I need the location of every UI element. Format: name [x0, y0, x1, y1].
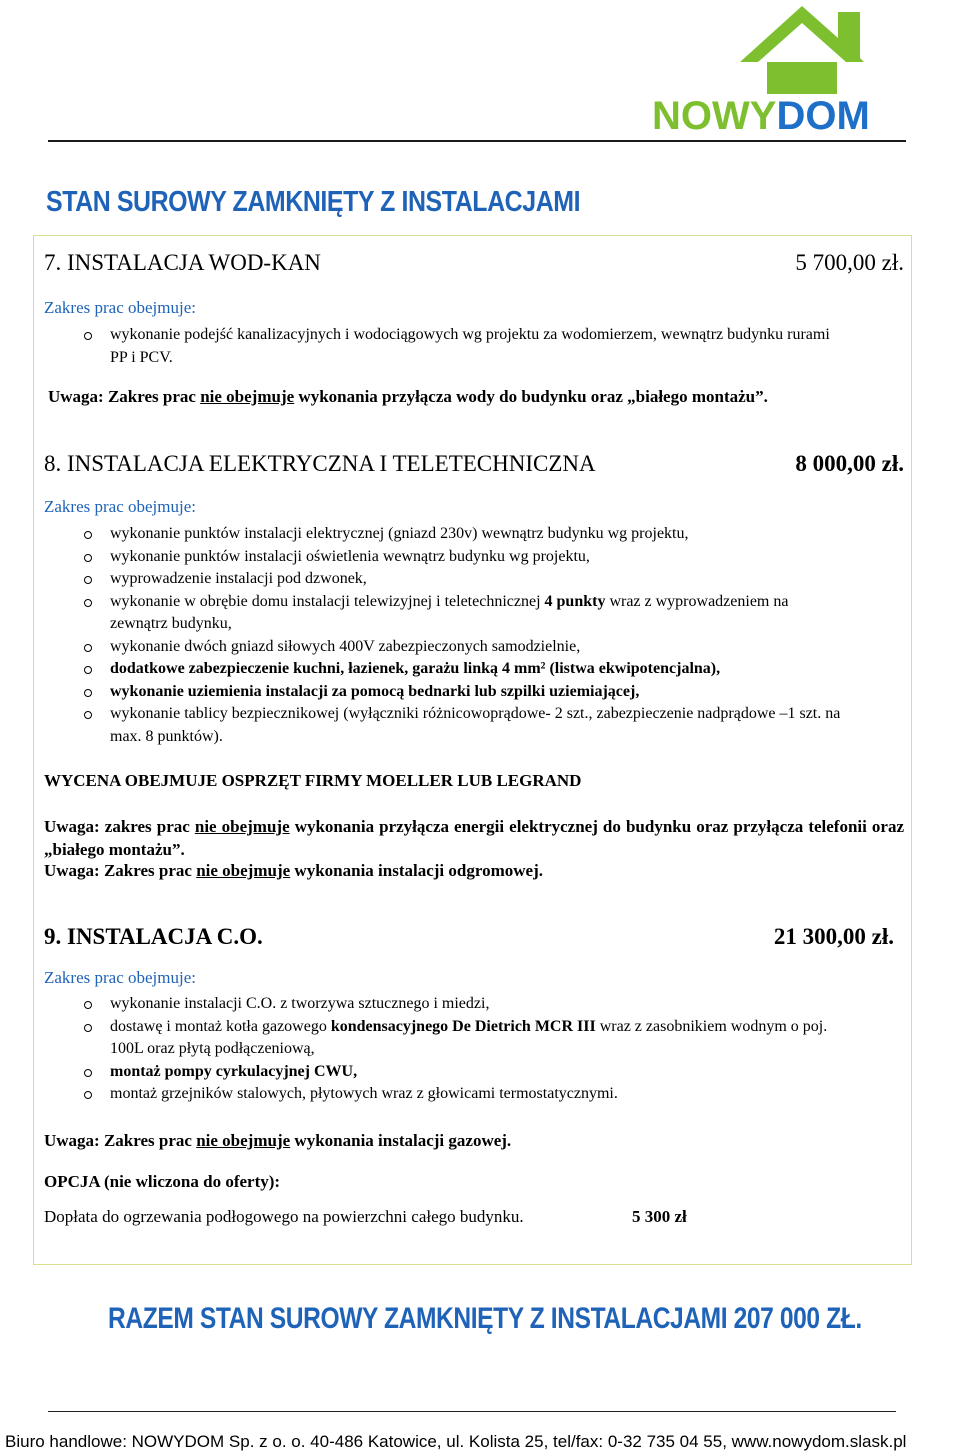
list-item: wyprowadzenie instalacji pod dzwonek, — [44, 568, 844, 591]
grand-total: RAZEM STAN SUROWY ZAMKNIĘTY Z INSTALACJAMI 207 000 ZŁ. — [108, 1302, 862, 1335]
note-prefix: Uwaga: Zakres prac — [44, 861, 197, 880]
item-text: wraz z wyprowadzeniem na zewnątrz budynku, — [110, 592, 789, 632]
option-price: 5 300 zł — [632, 1207, 687, 1226]
section-8-title: 8. INSTALACJA ELEKTRYCZNA I TELETECHNICZNA — [44, 451, 596, 476]
list-item: dodatkowe zabezpieczenie kuchni, łazienek, garażu linką 4 mm² (listwa ekwipotencjalna), — [44, 658, 844, 681]
section-7-price: 5 700,00 zł. — [795, 250, 904, 275]
logo-word-nowy: NOWY — [652, 94, 777, 138]
note-underlined: nie obejmuje — [200, 387, 295, 406]
section-7-list — [44, 324, 844, 369]
note-suffix: wykonania przyłącza energii elektrycznej do budynku oraz przyłącza telefonii oraz „białego montażu”. — [44, 817, 905, 859]
item-text: wraz z zasobnikiem wodnym o poj. 100L oraz płytą podłączeniową, — [110, 1017, 828, 1057]
section-8-note-1 — [44, 815, 904, 861]
section-7-title: 7. INSTALACJA WOD-KAN — [44, 250, 321, 275]
note-underlined: nie obejmuje — [194, 817, 290, 836]
item-text: wykonanie w obrębie domu instalacji telewizyjnej i teletechnicznej — [110, 592, 545, 610]
note-prefix: Uwaga: Zakres prac — [44, 1131, 197, 1150]
section-9-price: 21 300,00 zł. — [773, 924, 894, 949]
list-item: wykonanie tablicy bezpiecznikowej (wyłączniki różnicowoprądowe- 2 szt., zabezpieczenie nadprądowe –1 szt. na max. 8 punktów). — [44, 703, 844, 748]
list-item: wykonanie instalacji C.O. z tworzywa sztucznego i miedzi, — [44, 993, 844, 1016]
logo-wordmark — [652, 96, 902, 136]
list-item: wykonanie uziemienia instalacji za pomocą bednarki lub szpilki uziemiającej, — [44, 681, 844, 704]
option-label: OPCJA (nie wliczona do oferty): — [44, 1172, 281, 1191]
list-item: montaż grzejników stalowych, płytowych wraz z głowicami termostatycznymi. — [44, 1083, 844, 1106]
section-7-note — [48, 385, 768, 408]
option-text: Dopłata do ogrzewania podłogowego na powierzchni całego budynku. — [44, 1207, 524, 1226]
section-9-list — [44, 993, 844, 1106]
list-item — [44, 1016, 844, 1061]
company-logo — [652, 4, 902, 138]
page-title: STAN SUROWY ZAMKNIĘTY Z INSTALACJAMI — [46, 186, 581, 218]
house-roof-icon — [652, 4, 902, 104]
header-divider — [48, 140, 906, 142]
footer-contact: Biuro handlowe: NOWYDOM Sp. z o. o. 40-486 Katowice, ul. Kolista 25, tel/fax: 0-32 735 04 55, www.nowydom.slask.pl — [5, 1432, 907, 1451]
note-prefix: Uwaga: zakres prac — [44, 817, 195, 836]
footer-divider — [48, 1411, 896, 1412]
list-item: wykonanie punktów instalacji elektrycznej (gniazd 230v) wewnątrz budynku wg projektu, — [44, 523, 844, 546]
list-item — [44, 591, 844, 636]
content-box — [33, 235, 912, 1265]
list-item: wykonanie podejść kanalizacyjnych i wodociągowych wg projektu za wodomierzem, wewnątrz budynku rurami PP i PCV. — [44, 324, 844, 369]
section-8-price: 8 000,00 zł. — [795, 451, 904, 476]
item-bold: 4 punkty — [544, 592, 606, 610]
note-suffix: wykonania przyłącza wody do budynku oraz „białego montażu”. — [294, 387, 768, 406]
note-suffix: wykonania instalacji gazowej. — [290, 1131, 512, 1150]
section-9-title: 9. INSTALACJA C.O. — [44, 924, 263, 949]
section-8-note-2 — [44, 859, 543, 882]
section-9-note — [44, 1129, 511, 1152]
section-8-pricing-note: WYCENA OBEJMUJE OSPRZĘT FIRMY MOELLER LUB LEGRAND — [44, 771, 582, 790]
logo-word-dom: DOM — [776, 94, 870, 138]
section-7-scope-label: Zakres prac obejmuje: — [44, 298, 196, 317]
list-item: montaż pompy cyrkulacyjnej CWU, — [44, 1061, 844, 1084]
note-underlined: nie obejmuje — [196, 1131, 291, 1150]
list-item: wykonanie punktów instalacji oświetlenia wewnątrz budynku wg projektu, — [44, 546, 844, 569]
note-suffix: wykonania instalacji odgromowej. — [290, 861, 543, 880]
section-8-scope-label: Zakres prac obejmuje: — [44, 497, 196, 516]
note-underlined: nie obejmuje — [196, 861, 291, 880]
note-prefix: Uwaga: Zakres prac — [48, 387, 201, 406]
item-bold: kondensacyjnego De Dietrich MCR III — [330, 1017, 596, 1035]
section-8-list — [44, 523, 844, 748]
list-item: wykonanie dwóch gniazd siłowych 400V zabezpieczonych samodzielnie, — [44, 636, 844, 659]
item-text: dostawę i montaż kotła gazowego — [110, 1017, 331, 1035]
section-9-scope-label: Zakres prac obejmuje: — [44, 968, 196, 987]
